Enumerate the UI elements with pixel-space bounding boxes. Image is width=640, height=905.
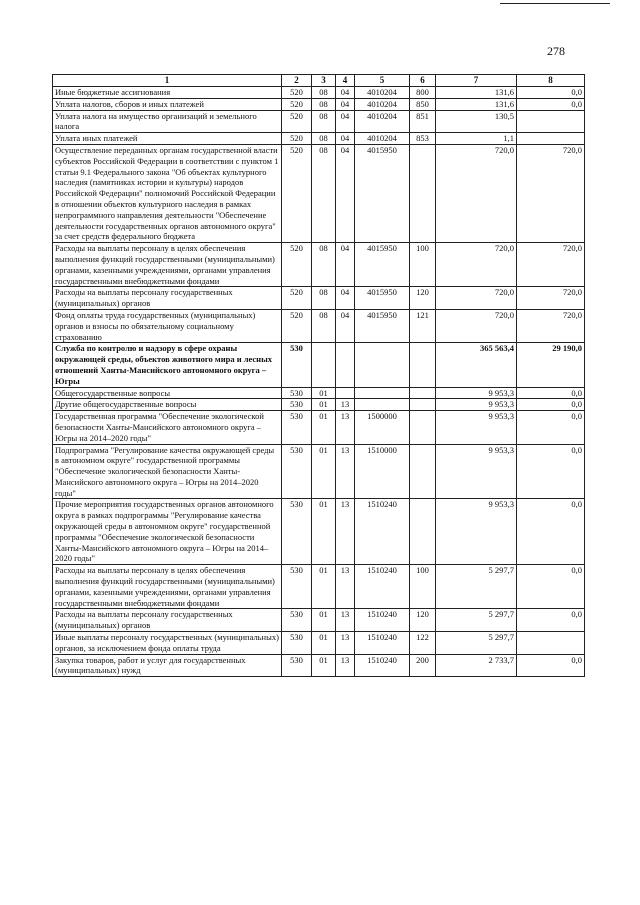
section-code: [312, 343, 336, 387]
row-name: Закупка товаров, работ и услуг для государственных (муниципальных) нужд: [53, 654, 282, 677]
target-article: 1510000: [355, 444, 410, 499]
section-code: 01: [312, 632, 336, 655]
expense-type: 120: [410, 287, 436, 310]
amount-federal: 0,0: [517, 411, 585, 444]
header-cell: 5: [355, 75, 410, 87]
table-row: [53, 133, 585, 145]
subsection-code: 13: [336, 565, 355, 609]
header-cell: 1: [53, 75, 282, 87]
expense-type: [410, 499, 436, 565]
row-name: Иные выплаты персоналу государственных (муниципальных) органов, за исключением фонда оплаты труда: [53, 632, 282, 655]
admin-code: 530: [282, 399, 312, 411]
row-name: Государственная программа "Обеспечение экологической безопасности Ханты-Мансийского автономного округа – Югры на 2014–2020 годы": [53, 411, 282, 444]
subsection-code: 04: [336, 309, 355, 342]
subsection-code: 04: [336, 98, 355, 110]
table-row: [53, 632, 585, 655]
row-name: Уплата налогов, сборов и иных платежей: [53, 98, 282, 110]
target-article: 4015950: [355, 144, 410, 242]
admin-code: 530: [282, 411, 312, 444]
subsection-code: 13: [336, 411, 355, 444]
subsection-code: 13: [336, 399, 355, 411]
admin-code: 520: [282, 144, 312, 242]
row-name: Расходы на выплаты персоналу в целях обеспечения выполнения функций государственными (муниципальными) органами, казенными учреждениями, органами управления государственными внебюджетными фондами: [53, 243, 282, 287]
expense-type: 200: [410, 654, 436, 677]
expense-type: [410, 399, 436, 411]
table-row: [53, 110, 585, 133]
subsection-code: 13: [336, 444, 355, 499]
expense-type: 851: [410, 110, 436, 133]
amount-total: 5 297,7: [436, 609, 517, 632]
row-name: Расходы на выплаты персоналу государственных (муниципальных) органов: [53, 609, 282, 632]
amount-total: 9 953,3: [436, 411, 517, 444]
expense-type: 121: [410, 309, 436, 342]
expense-type: 100: [410, 565, 436, 609]
expense-type: 850: [410, 98, 436, 110]
table-row: [53, 609, 585, 632]
target-article: 4015950: [355, 243, 410, 287]
amount-total: 5 297,7: [436, 632, 517, 655]
section-code: 08: [312, 144, 336, 242]
table-row: [53, 654, 585, 677]
row-name: Подпрограмма "Регулирование качества окружающей среды в автономном округе" государственной программы "Обеспечение экологической безопасности Ханты-Мансийского автономного округа – Югры на 2014–2020 годы": [53, 444, 282, 499]
row-name: Расходы на выплаты персоналу государственных (муниципальных) органов: [53, 287, 282, 310]
target-article: 1510240: [355, 499, 410, 565]
target-article: 1510240: [355, 632, 410, 655]
admin-code: 520: [282, 287, 312, 310]
amount-federal: [517, 110, 585, 133]
admin-code: 530: [282, 343, 312, 387]
subsection-code: 13: [336, 654, 355, 677]
row-name: Другие общегосударственные вопросы: [53, 399, 282, 411]
amount-federal: 720,0: [517, 287, 585, 310]
amount-federal: 720,0: [517, 144, 585, 242]
row-name: Служба по контролю и надзору в сфере охраны окружающей среды, объектов животного мира и лесных отношений Ханты-Мансийского автономного округа – Югры: [53, 343, 282, 387]
admin-code: 530: [282, 499, 312, 565]
admin-code: 530: [282, 654, 312, 677]
subsection-code: 13: [336, 609, 355, 632]
admin-code: 530: [282, 609, 312, 632]
amount-federal: 0,0: [517, 399, 585, 411]
amount-total: 131,6: [436, 98, 517, 110]
section-code: 08: [312, 287, 336, 310]
header-cell: 3: [312, 75, 336, 87]
amount-federal: 0,0: [517, 87, 585, 99]
admin-code: 520: [282, 309, 312, 342]
section-code: 08: [312, 98, 336, 110]
admin-code: 530: [282, 565, 312, 609]
admin-code: 520: [282, 133, 312, 145]
expense-type: 100: [410, 243, 436, 287]
table-row: [53, 309, 585, 342]
target-article: 1510240: [355, 565, 410, 609]
section-code: 01: [312, 399, 336, 411]
subsection-code: 04: [336, 287, 355, 310]
amount-federal: 0,0: [517, 444, 585, 499]
subsection-code: 13: [336, 632, 355, 655]
admin-code: 520: [282, 243, 312, 287]
admin-code: 530: [282, 444, 312, 499]
top-rule: [500, 3, 610, 4]
table-row: [53, 399, 585, 411]
target-article: 4010204: [355, 98, 410, 110]
table-row: [53, 565, 585, 609]
header-cell: 4: [336, 75, 355, 87]
expense-type: 122: [410, 632, 436, 655]
target-article: 4010204: [355, 133, 410, 145]
section-code: 08: [312, 87, 336, 99]
admin-code: 520: [282, 87, 312, 99]
table-row: [53, 287, 585, 310]
table-body: [53, 87, 585, 677]
expense-type: [410, 343, 436, 387]
target-article: [355, 387, 410, 399]
amount-total: 365 563,4: [436, 343, 517, 387]
amount-total: 720,0: [436, 243, 517, 287]
amount-total: 720,0: [436, 144, 517, 242]
amount-total: 9 953,3: [436, 499, 517, 565]
amount-total: 1,1: [436, 133, 517, 145]
admin-code: 530: [282, 387, 312, 399]
expense-type: [410, 444, 436, 499]
expense-type: 800: [410, 87, 436, 99]
row-name: Осуществление переданных органам государственной власти субъектов Российской Федерации в соответствии с пунктом 1 статьи 9.1 Федерального закона "Об объектах культурного наследия (памятниках истории и культуры) народов Российской Федерации" полномочий Российской Федерации в отношении объектов культурного наследия в рамках непрограммного направления деятельности "Обеспечение деятельности государственных органов автономного округа" за счет средств федерального бюджета: [53, 144, 282, 242]
section-code: 08: [312, 243, 336, 287]
subsection-code: 04: [336, 133, 355, 145]
table-row: [53, 98, 585, 110]
page-number: 278: [547, 44, 565, 58]
admin-code: 520: [282, 98, 312, 110]
amount-federal: 0,0: [517, 609, 585, 632]
target-article: 4010204: [355, 110, 410, 133]
subsection-code: 13: [336, 499, 355, 565]
header-row: [53, 75, 585, 87]
amount-total: 130,5: [436, 110, 517, 133]
target-article: [355, 399, 410, 411]
amount-federal: 0,0: [517, 387, 585, 399]
target-article: 1510240: [355, 654, 410, 677]
target-article: 4015950: [355, 309, 410, 342]
amount-total: 9 953,3: [436, 387, 517, 399]
target-article: [355, 343, 410, 387]
section-code: 01: [312, 565, 336, 609]
subsection-code: [336, 343, 355, 387]
amount-total: 9 953,3: [436, 444, 517, 499]
section-code: 01: [312, 609, 336, 632]
amount-total: 2 733,7: [436, 654, 517, 677]
header-cell: 8: [517, 75, 585, 87]
amount-total: 131,6: [436, 87, 517, 99]
table-row: [53, 499, 585, 565]
header-cell: 2: [282, 75, 312, 87]
expense-type: 120: [410, 609, 436, 632]
subsection-code: 04: [336, 243, 355, 287]
amount-federal: 0,0: [517, 565, 585, 609]
section-code: 08: [312, 133, 336, 145]
admin-code: 530: [282, 632, 312, 655]
subsection-code: 04: [336, 144, 355, 242]
table-row: [53, 387, 585, 399]
table-row: [53, 243, 585, 287]
section-code: 01: [312, 444, 336, 499]
section-code: 01: [312, 411, 336, 444]
target-article: 4015950: [355, 287, 410, 310]
amount-total: 720,0: [436, 287, 517, 310]
expense-type: 853: [410, 133, 436, 145]
row-name: Уплата налога на имущество организаций и земельного налога: [53, 110, 282, 133]
expense-type: [410, 144, 436, 242]
subsection-code: 04: [336, 87, 355, 99]
header-cell: 6: [410, 75, 436, 87]
section-code: 08: [312, 110, 336, 133]
section-code: 01: [312, 654, 336, 677]
subsection-code: [336, 387, 355, 399]
expense-type: [410, 387, 436, 399]
row-name: Уплата иных платежей: [53, 133, 282, 145]
table-row: [53, 144, 585, 242]
amount-federal: 29 190,0: [517, 343, 585, 387]
amount-total: 5 297,7: [436, 565, 517, 609]
amount-federal: [517, 632, 585, 655]
table-row: [53, 411, 585, 444]
target-article: 1510240: [355, 609, 410, 632]
header-cell: 7: [436, 75, 517, 87]
budget-table: [52, 74, 585, 677]
table-row: [53, 444, 585, 499]
table-row: [53, 343, 585, 387]
section-code: 01: [312, 387, 336, 399]
row-name: Общегосударственные вопросы: [53, 387, 282, 399]
target-article: 4010204: [355, 87, 410, 99]
target-article: 1500000: [355, 411, 410, 444]
amount-federal: 0,0: [517, 654, 585, 677]
amount-federal: [517, 133, 585, 145]
section-code: 08: [312, 309, 336, 342]
expense-type: [410, 411, 436, 444]
amount-federal: 0,0: [517, 499, 585, 565]
amount-federal: 720,0: [517, 243, 585, 287]
table-row: [53, 87, 585, 99]
amount-federal: 0,0: [517, 98, 585, 110]
admin-code: 520: [282, 110, 312, 133]
amount-federal: 720,0: [517, 309, 585, 342]
row-name: Иные бюджетные ассигнования: [53, 87, 282, 99]
amount-total: 720,0: [436, 309, 517, 342]
row-name: Фонд оплаты труда государственных (муниципальных) органов и взносы по обязательному социальному страхованию: [53, 309, 282, 342]
section-code: 01: [312, 499, 336, 565]
amount-total: 9 953,3: [436, 399, 517, 411]
row-name: Расходы на выплаты персоналу в целях обеспечения выполнения функций государственными (муниципальными) органами, казенными учреждениями, органами управления государственными внебюджетными фондами: [53, 565, 282, 609]
row-name: Прочие мероприятия государственных органов автономного округа в рамках подпрограммы "Регулирование качества окружающей среды в автономном округе" государственной программы "Обеспечение экологической безопасности Ханты-Мансийского автономного округа – Югры на 2014–2020 годы": [53, 499, 282, 565]
subsection-code: 04: [336, 110, 355, 133]
